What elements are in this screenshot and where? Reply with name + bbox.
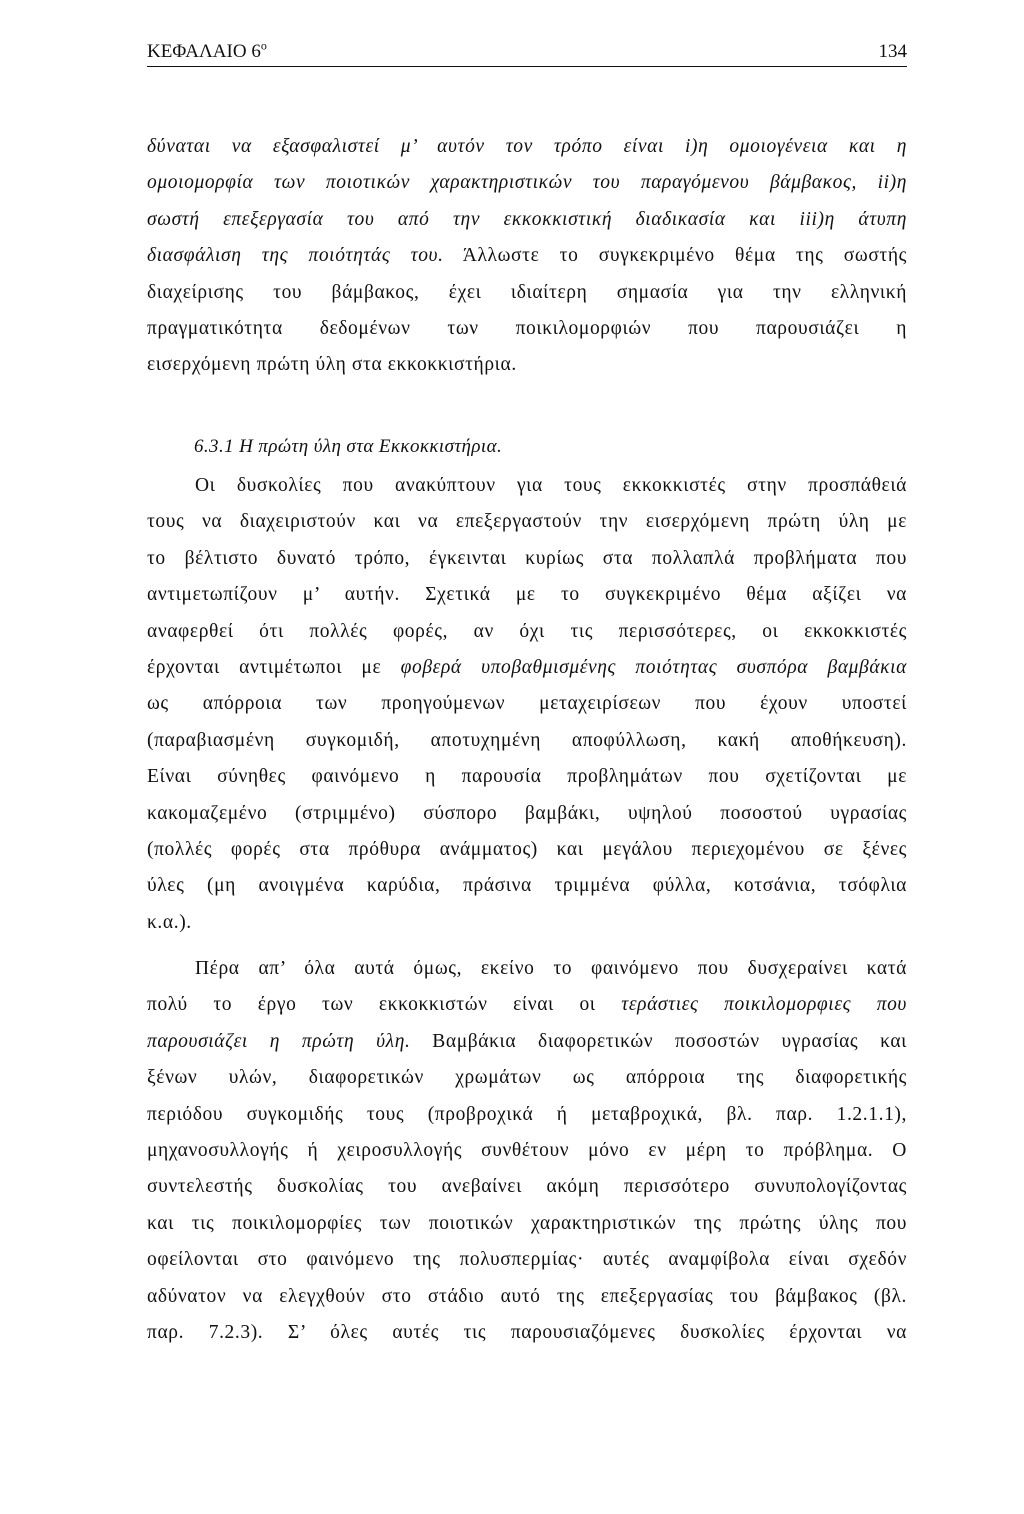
text-line: ομοιομορφία των ποιοτικών χαρακτηριστικών του παραγόμενου βάμβακος, ii)η — [147, 172, 907, 194]
text-line: πραγματικότητα δεδομένων των ποικιλομορφιών που παρουσιάζει η — [147, 318, 907, 340]
text-line: δύναται να εξασφαλιστεί μ’ αυτόν τον τρόπο είναι i)η ομοιογένεια και η — [147, 136, 907, 157]
text-line: παρουσιάζει η πρώτη ύλη. Βαμβάκια διαφορετικών ποσοστών υγρασίας και — [147, 1030, 907, 1052]
text-line: διασφάλιση της ποιότητάς του. Άλλωστε το συγκεκριμένο θέμα της σωστής — [147, 245, 907, 267]
text-line: (πολλές φορές στα πρόθυρα ανάμματος) και μεγάλου περιεχομένου σε ξένες — [147, 839, 907, 861]
text-line: οφείλονται στο φαινόμενο της πολυσπερμίας· αυτές αναμφίβολα είναι σχεδόν — [147, 1249, 907, 1271]
text-line: περιόδου συγκομιδής τους (προβροχικά ή μεταβροχικά, βλ. παρ. 1.2.1.1), — [147, 1103, 907, 1125]
text-line: ύλες (μη ανοιγμένα καρύδια, πράσινα τριμμένα φύλλα, κοτσάνια, τσόφλια — [147, 875, 907, 897]
text-line: (παραβιασμένη συγκομιδή, αποτυχημένη αποφύλλωση, κακή αποθήκευση). — [147, 729, 907, 751]
text-line: τους να διαχειριστούν και να επεξεργαστούν την εισερχόμενη πρώτη ύλη με — [147, 511, 907, 533]
text-line: έρχονται αντιμέτωποι με φοβερά υποβαθμισμένης ποιότητας συσπόρα βαμβάκια — [147, 657, 907, 679]
text-line: αναφερθεί ότι πολλές φορές, αν όχι τις περισσότερες, οι εκκοκκιστές — [147, 620, 907, 642]
text-line: κακομαζεμένο (στριμμένο) σύσπορο βαμβάκι, υψηλού ποσοστού υγρασίας — [147, 802, 907, 824]
text-line: διαχείρισης του βάμβακος, έχει ιδιαίτερη σημασία για την ελληνική — [147, 281, 907, 303]
paragraph-1 — [147, 129, 907, 384]
paragraph-3 — [147, 951, 907, 1351]
text-line: αδύνατον να ελεγχθούν στο στάδιο αυτό της επεξεργασίας του βάμβακος (βλ. — [147, 1285, 907, 1307]
text-line: σωστή επεξεργασία του από την εκκοκκιστική διαδικασία και iii)η άτυπη — [147, 208, 907, 230]
text-line: μηχανοσυλλογής ή χειροσυλλογής συνθέτουν μόνο εν μέρη το πρόβλημα. Ο — [147, 1140, 907, 1162]
text-line: κ.α.). — [147, 911, 192, 933]
text-line: ως απόρροια των προηγούμενων μεταχειρίσεων που έχουν υποστεί — [147, 693, 907, 715]
text-line: και τις ποικιλομορφίες των ποιοτικών χαρακτηριστικών της πρώτης ύλης που — [147, 1212, 907, 1234]
text-line: Είναι σύνηθες φαινόμενο η παρουσία προβλημάτων που σχετίζονται με — [147, 766, 907, 788]
paragraph-2 — [147, 468, 907, 941]
text-line: εισερχόμενη πρώτη ύλη στα εκκοκκιστήρια. — [147, 354, 517, 376]
page-number: 134 — [878, 41, 907, 62]
text-line: το βέλτιστο δυνατό τρόπο, έγκεινται κυρίως στα πολλαπλά προβλήματα που — [147, 547, 907, 569]
section-heading: 6.3.1 Η πρώτη ύλη στα Εκκοκκιστήρια. — [194, 436, 503, 457]
text-line: συντελεστής δυσκολίας του ανεβαίνει ακόμη περισσότερο συνυπολογίζοντας — [147, 1176, 907, 1198]
text-line: παρ. 7.2.3). Σ’ όλες αυτές τις παρουσιαζόμενες δυσκολίες έρχονται να — [147, 1322, 907, 1344]
text-line: ξένων υλών, διαφορετικών χρωμάτων ως απόρροια της διαφορετικής — [147, 1067, 907, 1089]
text-line: Πέρα απ’ όλα αυτά όμως, εκείνο το φαινόμενο που δυσχεραίνει κατά — [195, 958, 907, 979]
text-line: πολύ το έργο των εκκοκκιστών είναι οι τεράστιες ποικιλομορφιες που — [147, 994, 907, 1016]
page-header — [147, 40, 907, 67]
text-line: Οι δυσκολίες που ανακύπτουν για τους εκκοκκιστές στην προσπάθειά — [195, 475, 907, 496]
text-line: αντιμετωπίζουν μ’ αυτήν. Σχετικά με το συγκεκριμένο θέμα αξίζει να — [147, 584, 907, 606]
chapter-label: ΚΕΦΑΛΑΙΟ $6^o$ — [147, 38, 267, 62]
